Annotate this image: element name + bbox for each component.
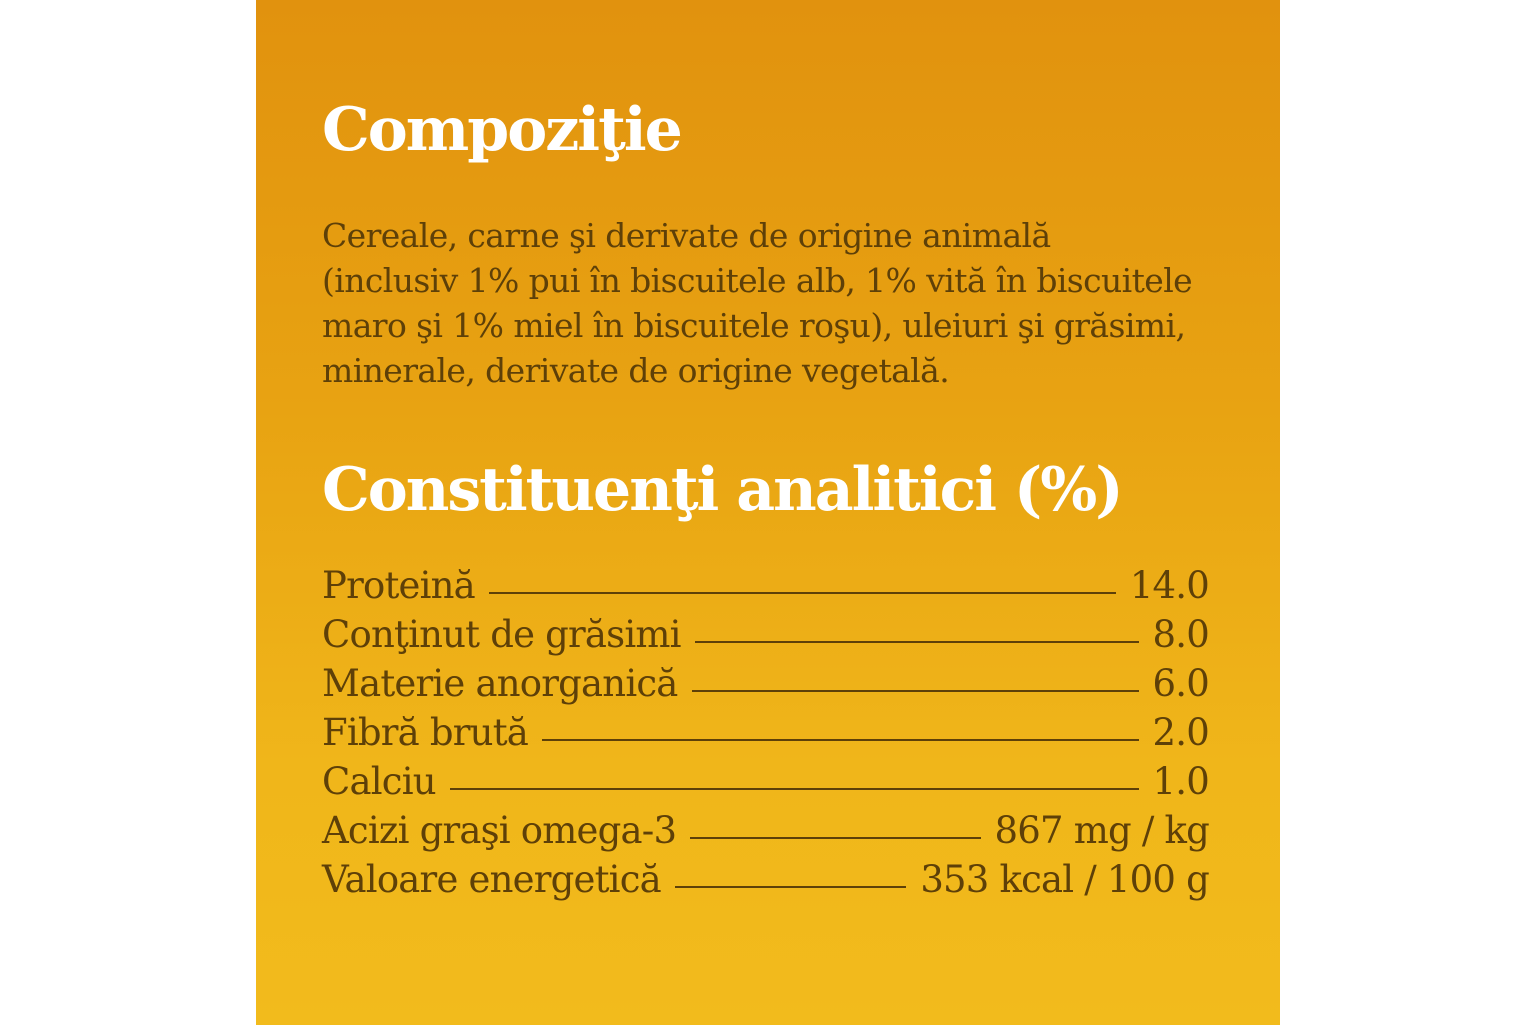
composition-line: maro şi 1% miel în biscuitele roşu), uleiuri şi grăsimi, xyxy=(322,306,1186,345)
composition-line: Cereale, carne şi derivate de origine animală xyxy=(322,216,1051,255)
row-label: Acizi graşi omega-3 xyxy=(322,809,677,852)
leader-line xyxy=(675,886,906,888)
composition-line: minerale, derivate de origine vegetală. xyxy=(322,351,950,390)
analytical-row-omega3 xyxy=(322,809,1209,858)
row-value: 6.0 xyxy=(1152,662,1209,705)
row-label: Calciu xyxy=(322,760,436,803)
label-panel xyxy=(256,0,1280,1025)
row-label: Proteină xyxy=(322,564,475,607)
row-label: Valoare energetică xyxy=(322,858,661,901)
row-value: 8.0 xyxy=(1152,613,1209,656)
leader-line xyxy=(450,788,1139,790)
leader-line xyxy=(692,690,1139,692)
analytical-row-ash xyxy=(322,662,1209,711)
leader-line xyxy=(690,837,980,839)
leader-line xyxy=(542,739,1139,741)
composition-heading: Compoziţie xyxy=(322,95,681,165)
row-label: Materie anorganică xyxy=(322,662,678,705)
row-value: 2.0 xyxy=(1152,711,1209,754)
row-label: Fibră brută xyxy=(322,711,529,754)
row-value: 867 mg / kg xyxy=(994,809,1209,852)
composition-text xyxy=(322,213,1222,393)
leader-line xyxy=(695,641,1139,643)
row-value: 14.0 xyxy=(1129,564,1209,607)
analytical-row-energy xyxy=(322,858,1209,907)
analytical-row-protein xyxy=(322,564,1209,613)
row-label: Conţinut de grăsimi xyxy=(322,613,681,656)
analytical-row-fat xyxy=(322,613,1209,662)
row-value: 1.0 xyxy=(1152,760,1209,803)
analytical-heading: Constituenţi analitici (%) xyxy=(322,455,1122,525)
analytical-row-fiber xyxy=(322,711,1209,760)
analytical-table xyxy=(322,564,1209,907)
row-value: 353 kcal / 100 g xyxy=(920,858,1209,901)
composition-line: (inclusiv 1% pui în biscuitele alb, 1% vită în biscuitele xyxy=(322,261,1193,300)
analytical-row-calcium xyxy=(322,760,1209,809)
leader-line xyxy=(489,592,1116,594)
